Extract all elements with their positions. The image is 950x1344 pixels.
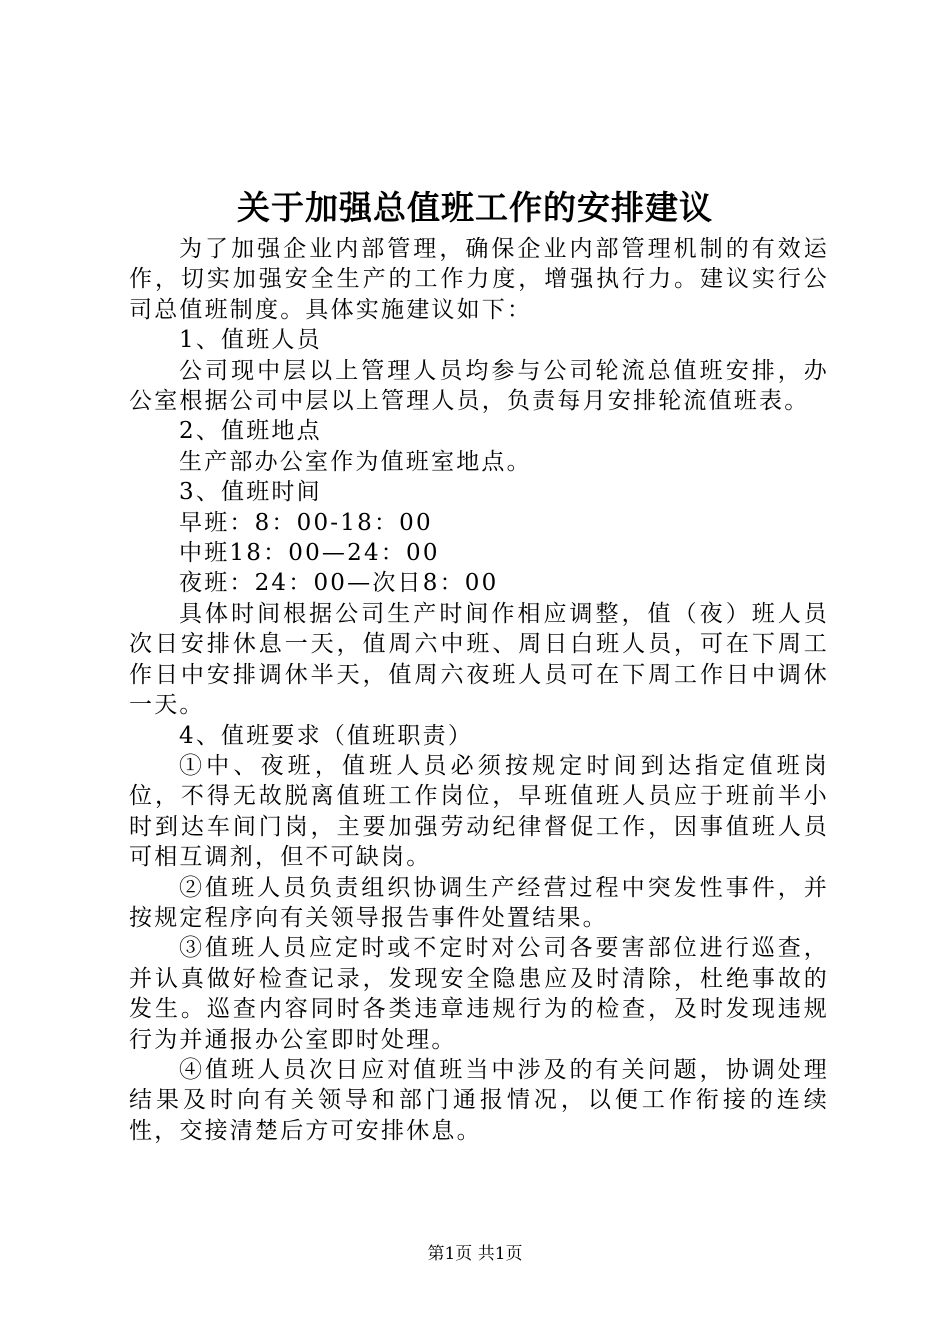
duty-staff-paragraph: 公司现中层以上管理人员均参与公司轮流总值班安排，办公室根据公司中层以上管理人员，负责每月安排轮流值班表。 [129,357,829,415]
requirement-item-4: ④值班人员次日应对值班当中涉及的有关问题，协调处理结果及时向有关领导和部门通报情况，以便工作衔接的连续性，交接清楚后方可安排休息。 [129,1056,829,1144]
middle-shift-line: 中班18：00—24：00 [179,540,440,567]
section-heading-duty-location: 2、值班地点 [179,418,322,445]
page-number-footer: 第1页 共1页 [427,1244,523,1264]
document-title: 关于加强总值班工作的安排建议 [237,188,713,227]
requirement-item-1: ①中、夜班，值班人员必须按规定时间到达指定值班岗位，不得无故脱离值班工作岗位，早班值班人员应于班前半小时到达车间门岗，主要加强劳动纪律督促工作，因事值班人员可相互调剂，但不可缺岗。 [129,752,829,871]
requirement-item-3: ③值班人员应定时或不定时对公司各要害部位进行巡查，并认真做好检查记录，发现安全隐患应及时清除，杜绝事故的发生。巡查内容同时各类违章违规行为的检查，及时发现违规行为并通报办公室即时处理。 [129,935,829,1053]
requirement-item-2: ②值班人员负责组织协调生产经营过程中突发性事件，并按规定程序向有关领导报告事件处置结果。 [129,874,829,931]
morning-shift-line: 早班：8：00-18：00 [179,509,433,536]
duty-time-paragraph: 具体时间根据公司生产时间作相应调整，值（夜）班人员次日安排休息一天，值周六中班、周日白班人员，可在下周工作日中安排调休半天，值周六夜班人员可在下周工作日中调休一天。 [129,600,829,719]
document-body [129,234,829,1146]
night-shift-line: 夜班：24：00—次日8：00 [179,570,499,597]
section-heading-duty-staff: 1、值班人员 [179,327,322,354]
intro-paragraph: 为了加强企业内部管理，确保企业内部管理机制的有效运作，切实加强安全生产的工作力度，增强执行力。建议实行公司总值班制度。具体实施建议如下： [129,236,829,323]
duty-location-paragraph: 生产部办公室作为值班室地点。 [179,448,532,475]
section-heading-duty-requirements: 4、值班要求（值班职责） [179,722,474,749]
section-heading-duty-time: 3、值班时间 [179,479,322,506]
